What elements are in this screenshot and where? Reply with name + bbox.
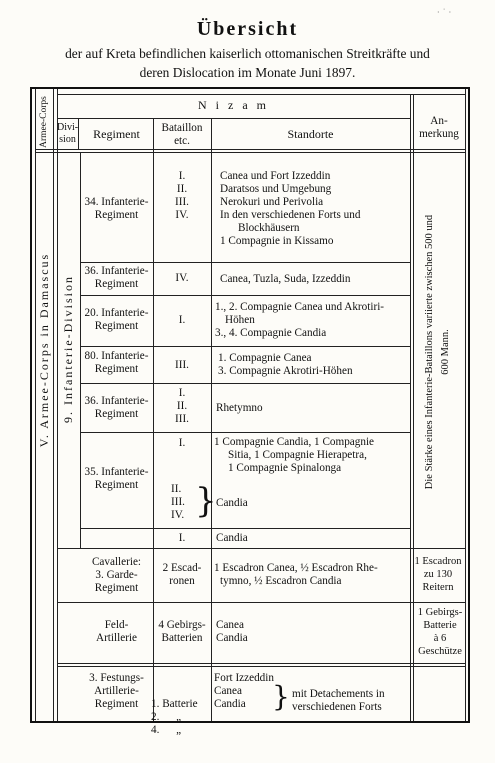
bataillon-cell: 4 Gebirgs- Batterien xyxy=(158,619,206,644)
remark-cell: 1 Gebirgs- Batterie à 6 Geschütze xyxy=(417,607,463,657)
bataillon-cell: IV. xyxy=(175,272,189,284)
header-nizam: N i z a m xyxy=(198,98,269,112)
header-standorte: Standorte xyxy=(287,127,334,141)
standorte-cell: 1., 2. Compagnie Canea und Akrotiri- Höhen 3., 4. Compagnie Candia xyxy=(215,301,385,339)
header-division: Divi- sion xyxy=(57,122,79,145)
bataillon-cell: 1. Batterie 2. „ 4. „ xyxy=(151,698,198,736)
standorte-cell: 1. Compagnie Canea 3. Compagnie Akrotiri-Höhen xyxy=(218,352,353,377)
speckle-decoration: · ˙ · xyxy=(437,8,452,17)
standorte-note: mit Detachements in verschiedenen Forts xyxy=(292,688,385,713)
header-armee-corps: Armee-Corps xyxy=(39,96,49,148)
bataillon-cell: I. xyxy=(178,532,186,544)
regiment-cell: 36. Infanterie- Regiment xyxy=(84,395,149,420)
division-label: 9. Infanterie-Division xyxy=(61,275,75,423)
header-anmerkung: An- merkung xyxy=(419,115,459,140)
regiment-cell: 34. Infanterie- Regiment xyxy=(84,196,149,221)
brace-icon: } xyxy=(272,680,290,713)
standorte-cell: 1 Compagnie Candia, 1 Compagnie Sitia, 1 Compagnie Hierapetra, 1 Compagnie Spinalonga xyxy=(214,436,375,474)
remark-vertical: Die Stärke eines Infanterie-Bataillons variierte zwischen 500 und 600 Mann. xyxy=(424,214,451,490)
regiment-cell: 35. Infanterie- Regiment xyxy=(84,466,149,491)
subtitle-line-1: der auf Kreta befindlichen kaiserlich ottomanischen Streitkräfte und xyxy=(65,46,430,61)
remark-cell: 1 Escadron zu 130 Reitern xyxy=(414,556,462,593)
bataillon-cell: I. II. III. IV. xyxy=(175,170,189,221)
standorte-group-cell: Candia xyxy=(216,497,248,509)
regiment-cell: 36. Infanterie- Regiment xyxy=(84,265,149,290)
regiment-cell: Cavallerie: 3. Garde- Regiment xyxy=(91,556,142,594)
bataillon-cell: III. xyxy=(175,359,189,371)
standorte-cell: Canea, Tuzla, Suda, Izzeddin xyxy=(220,273,351,285)
brace-icon: } xyxy=(195,481,217,521)
regiment-cell: 80. Infanterie- Regiment xyxy=(84,350,149,375)
page-title: Übersicht xyxy=(196,18,299,40)
armee-corps-label: V. Armee-Corps in Damascus xyxy=(37,252,51,448)
regiment-cell: 20. Infanterie- Regiment xyxy=(84,307,149,332)
standorte-cell: Fort Izzeddin Canea Candia xyxy=(214,672,274,710)
bataillon-cell: 2 Escad- ronen xyxy=(162,562,202,587)
header-bataillon: Bataillon etc. xyxy=(161,122,203,147)
standorte-cell: Canea Candia xyxy=(216,619,248,644)
header-regiment: Regiment xyxy=(93,127,140,141)
bataillon-cell: I. II. III. xyxy=(175,387,189,425)
regiment-cell: 3. Festungs- Artillerie- Regiment xyxy=(89,672,144,710)
bataillon-cell: I. xyxy=(178,314,186,326)
standorte-cell: Rhetymno xyxy=(216,402,263,414)
standorte-cell: 1 Escadron Canea, ½ Escadron Rhe- tymno, ½ Escadron Candia xyxy=(214,562,378,587)
standorte-cell: Canea und Fort Izzeddin Daratsos und Umgebung Nerokuri und Perivolia In den verschiedenen Forts und Blockhäusern 1 Compagnie in Kissamo xyxy=(220,170,361,247)
subtitle-line-2: deren Dislocation im Monate Juni 1897. xyxy=(139,65,356,80)
regiment-cell: Feld- Artillerie xyxy=(95,619,137,644)
bataillon-group-cell: II. III. IV. xyxy=(171,483,185,521)
standorte-cell: Candia xyxy=(216,532,248,544)
bataillon-cell: I. xyxy=(178,437,186,449)
